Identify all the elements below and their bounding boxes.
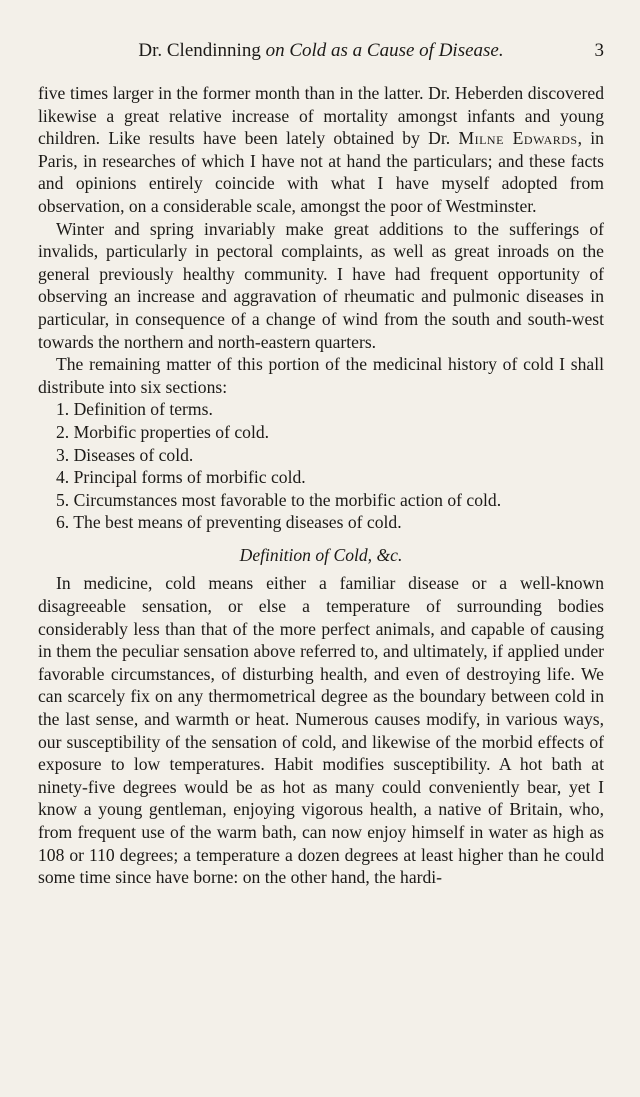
paragraph-intro-b: , in Paris, in researches of which I have not at hand the particulars; and these facts and opinions entirely coincide with what I have myself adopted from observation, on a considerable scale, amongst the poor of Westminster. — [38, 128, 604, 216]
sections-list — [38, 398, 604, 534]
paragraph-intro — [38, 82, 604, 218]
page-number: 3 — [594, 40, 604, 61]
paragraph-intro-a: five times larger in the former month than in the latter. Dr. Heberden discovered likewise a great relative increase of mortality amongst infants and young children. Like results have been lately obtained by Dr. — [38, 83, 604, 149]
list-item: 5. Circumstances most favorable to the morbific action of cold. — [56, 489, 502, 510]
author-name-milne-edwards: Milne Edwards — [458, 128, 578, 149]
list-item: 6. The best means of preventing diseases of cold. — [56, 512, 402, 533]
running-head-author: Dr. Clendinning — [138, 40, 261, 61]
list-item: 2. Morbific properties of cold. — [56, 421, 270, 442]
paragraph-winter-spring: Winter and spring invariably make great additions to the sufferings of invalids, particularly in pectoral complaints, as well as great inroads on the general previously healthy community. I have had frequent opportunity of observing an increase and aggravation of rheumatic and pulmonic diseases in particular, in consequence of a change of wind from the south and south-west towards the northern and north-eastern quarters. — [38, 218, 604, 352]
list-item: 3. Diseases of cold. — [56, 444, 194, 465]
paragraph-definition: In medicine, cold means either a familiar disease or a well-known disagreeable sensation, or else a temperature of surrounding bodies considerably less than that of the more perfect animals, and capable of causing in them the peculiar sensation above referred to, and ultimately, if applied under favorable circumstances, of disturbing health, and even of destroying life. We can scarcely fix on any thermometrical degree as the boundary between cold in the last sense, and warmth or heat. Numerous causes modify, in various ways, our susceptibility of the sensation of cold, and likewise of the morbid effects of exposure to low temperatures. Habit modifies susceptibility. A hot bath at ninety-five degrees would be as hot as many could conveniently bear, yet I know a young gentleman, enjoying vigorous health, a native of Britain, who, from frequent use of the warm bath, can now enjoy himself in water as high as 108 or 110 degrees; a temperature a dozen degrees at least higher than he could some time since have borne: on the other hand, the hardi- — [38, 573, 604, 888]
running-head-title: Cold as a Cause of Disease. — [289, 40, 504, 61]
running-head-on: on — [265, 40, 285, 61]
list-item: 4. Principal forms of morbific cold. — [56, 467, 306, 488]
section-heading: Definition of Cold, &c. — [239, 544, 403, 565]
paragraph-sections-intro: The remaining matter of this portion of the medicinal history of cold I shall distribute into six sections: — [38, 354, 604, 397]
list-item: 1. Definition of terms. — [56, 399, 213, 420]
running-head — [38, 38, 604, 64]
